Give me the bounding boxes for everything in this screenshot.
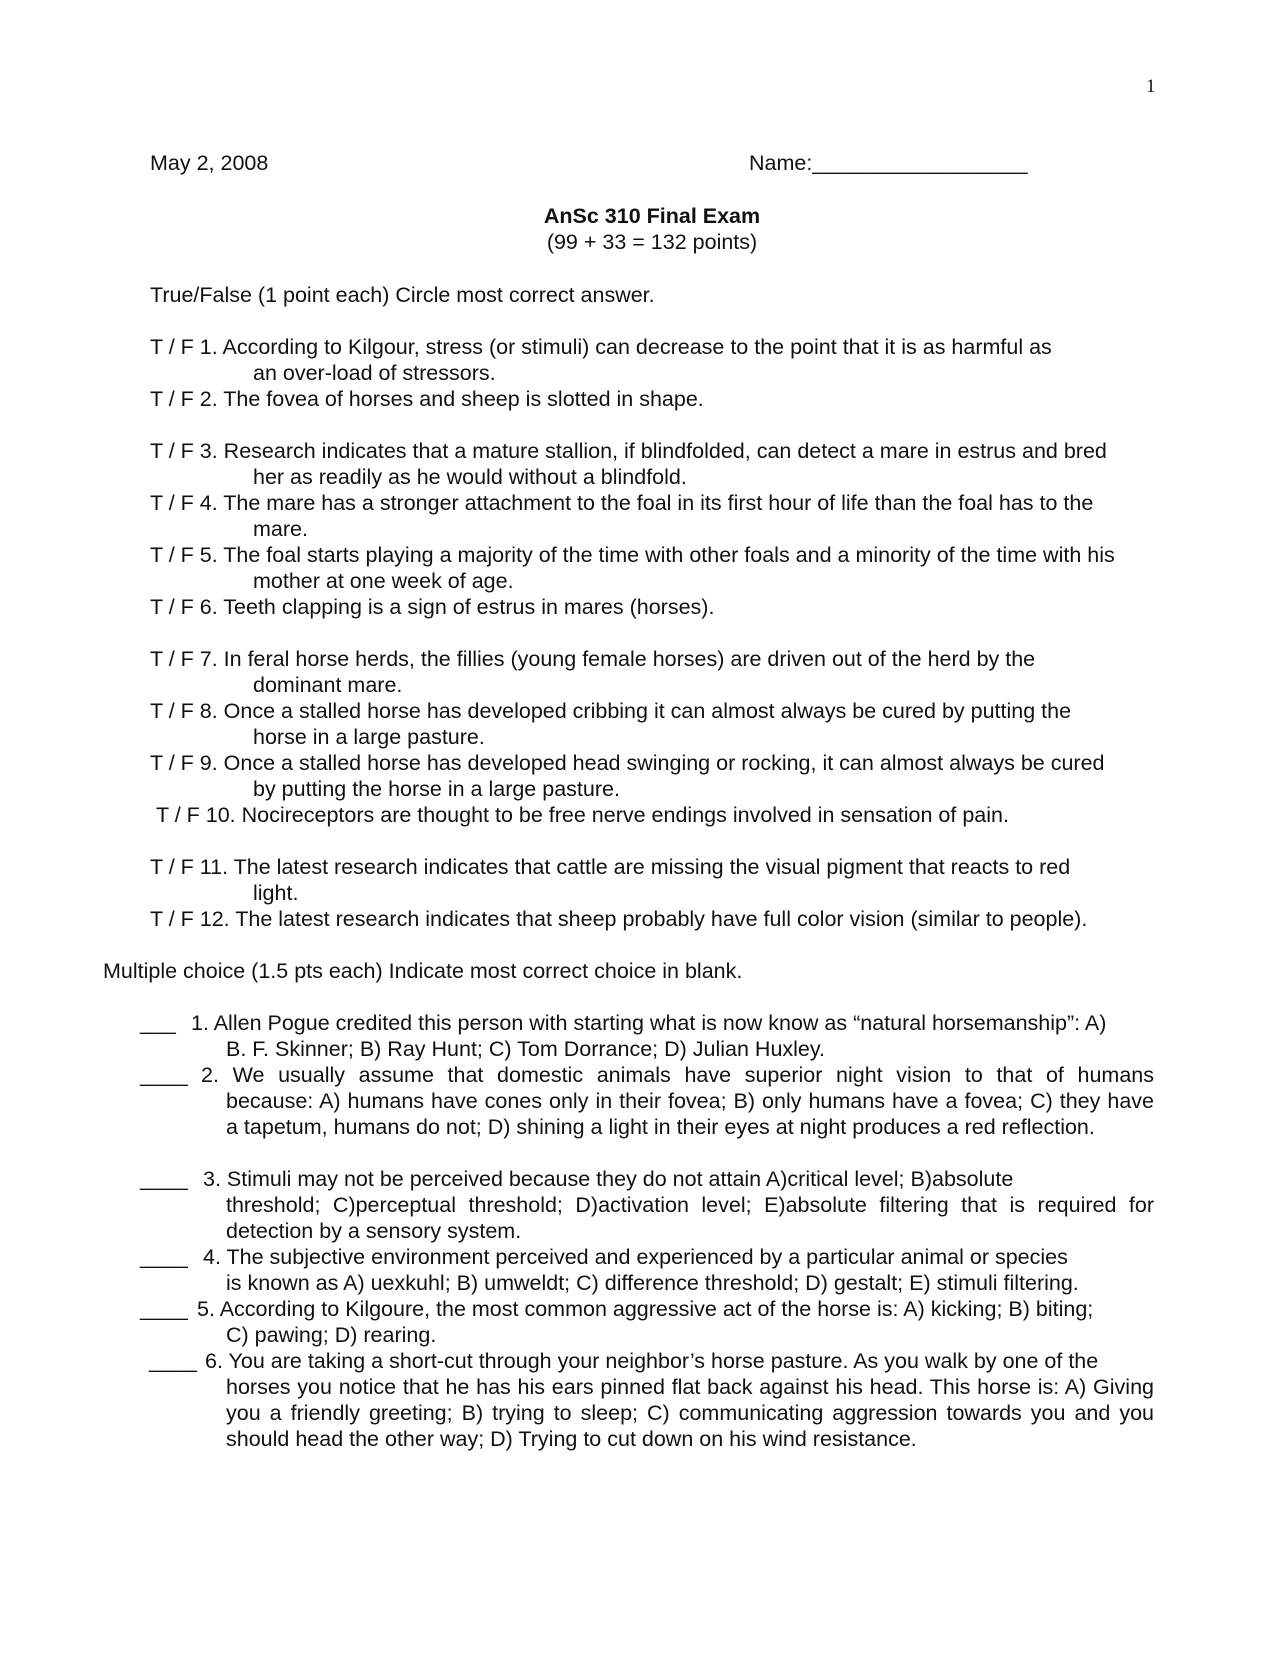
tf-item: T / F 1. According to Kilgour, stress (or stimuli) can decrease to the point that it is as harmful as an over-load of stressors. <box>150 335 1052 385</box>
tf-item: T / F 5. The foal starts playing a majority of the time with other foals and a minority of the time with his mother at one week of age. <box>150 543 1115 593</box>
exam-points: (99 + 33 = 132 points) <box>546 230 758 254</box>
answer-blank[interactable]: ____ <box>140 1245 188 1269</box>
tf-item: T / F 7. In feral horse herds, the fillies (young female horses) are driven out of the herd by the dominant mare. <box>150 647 1036 697</box>
tf-item: T / F 4. The mare has a stronger attachment to the foal in its first hour of life than the foal has to the mare. <box>150 491 1094 541</box>
answer-blank[interactable]: ____ <box>149 1349 197 1373</box>
mc-item: 2. We usually assume that domestic animals have superior night vision to that of humans because: A) humans have cones only in their fovea; B) only humans have a fovea; C) they have a tapetum, humans do not; D) shining a light in their eyes at night produces a red reflection. <box>201 1063 1154 1139</box>
mc-item: 5. According to Kilgoure, the most common aggressive act of the horse is: A) kicking; B) biting; C) pawing; D) rearing. <box>197 1297 1094 1347</box>
tf-item: T / F 6. Teeth clapping is a sign of estrus in mares (horses). <box>150 595 715 619</box>
mc-item: 4. The subjective environment perceived and experienced by a particular animal or species is known as A) uexkuhl; B) umweldt; C) difference threshold; D) gestalt; E) stimuli filtering. <box>203 1245 1079 1295</box>
tf-item: T / F 9. Once a stalled horse has developed head swinging or rocking, it can almost always be cured by putting the horse in a large pasture. <box>150 751 1105 801</box>
mc-item: 6. You are taking a short-cut through your neighbor’s horse pasture. As you walk by one of the horses you notice that he has his ears pinned flat back against his head. This horse is: A) Giving you a friendly greeting; B) trying to sleep; C) communicating aggression towards you and you should head the other way; D) Trying to cut down on his wind resistance. <box>205 1349 1154 1451</box>
exam-date: May 2, 2008 <box>150 151 269 175</box>
answer-blank[interactable]: ____ <box>140 1063 188 1087</box>
answer-blank[interactable]: ____ <box>140 1297 188 1321</box>
name-field-label: Name:__________________ <box>749 151 1028 175</box>
page-number: 1 <box>1146 76 1156 97</box>
tf-instructions: True/False (1 point each) Circle most correct answer. <box>150 283 655 307</box>
tf-item: T / F 12. The latest research indicates that sheep probably have full color vision (similar to people). <box>150 907 1088 931</box>
mc-instructions: Multiple choice (1.5 pts each) Indicate most correct choice in blank. <box>103 959 743 983</box>
mc-item: 3. Stimuli may not be perceived because they do not attain A)critical level; B)absolute threshold; C)perceptual threshold; D)activation level; E)absolute filtering that is required for detection by a sensory system. <box>203 1167 1154 1243</box>
tf-item: T / F 10. Nocireceptors are thought to be free nerve endings involved in sensation of pain. <box>156 803 1009 827</box>
tf-item: T / F 8. Once a stalled horse has developed cribbing it can almost always be cured by putting the horse in a large pasture. <box>150 699 1072 749</box>
tf-item: T / F 3. Research indicates that a mature stallion, if blindfolded, can detect a mare in estrus and bred her as readily as he would without a blindfold. <box>150 439 1107 489</box>
tf-item: T / F 11. The latest research indicates that cattle are missing the visual pigment that reacts to red light. <box>150 855 1071 905</box>
mc-item: 1. Allen Pogue credited this person with starting what is now know as “natural horsemanship”: A) B. F. Skinner; B) Ray Hunt; C) Tom Dorrance; D) Julian Huxley. <box>191 1011 1107 1061</box>
tf-item: T / F 2. The fovea of horses and sheep is slotted in shape. <box>150 387 704 411</box>
answer-blank[interactable]: ____ <box>140 1167 188 1191</box>
answer-blank[interactable]: ___ <box>140 1011 176 1035</box>
exam-title: AnSc 310 Final Exam <box>543 204 761 228</box>
